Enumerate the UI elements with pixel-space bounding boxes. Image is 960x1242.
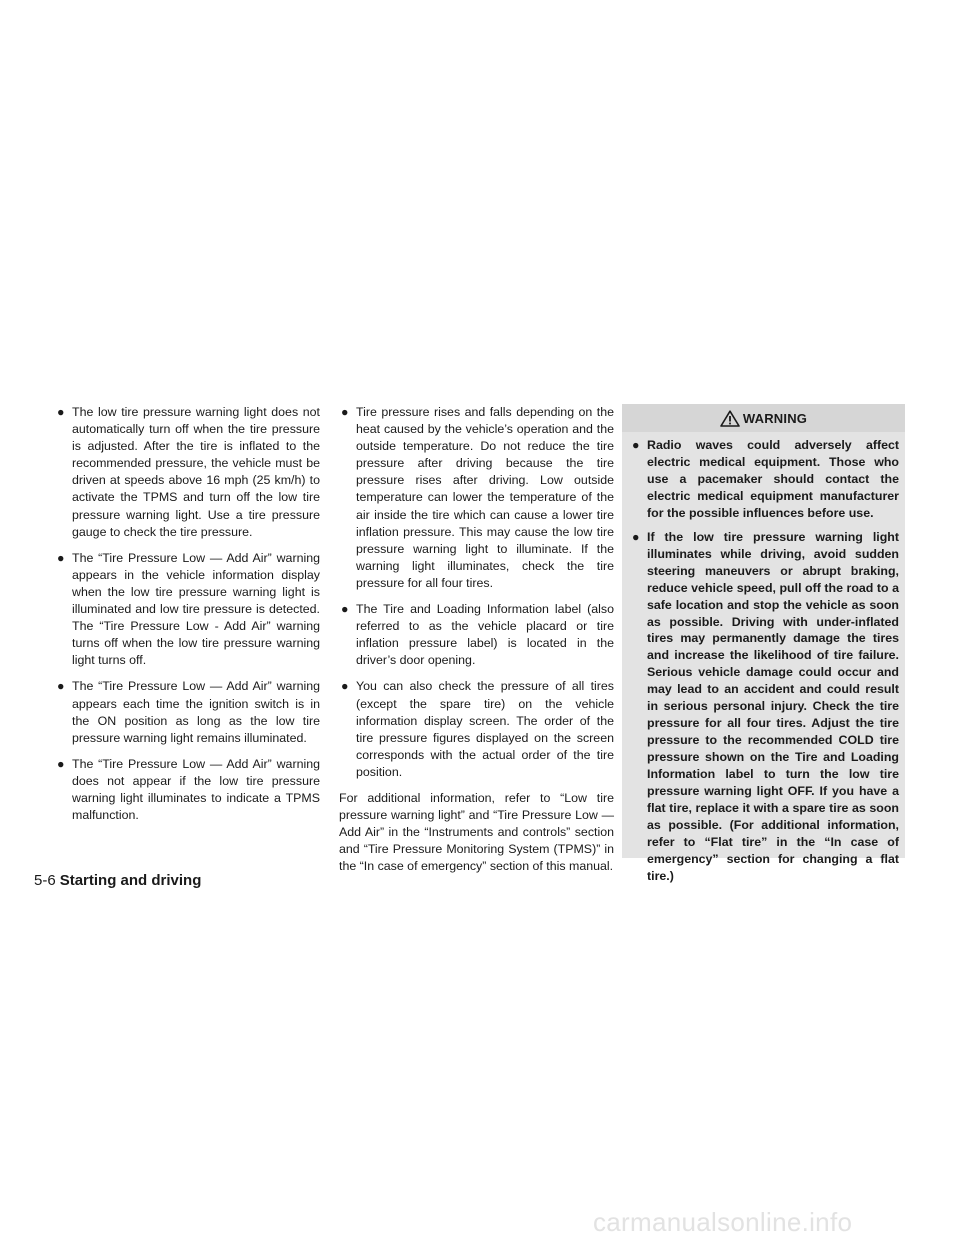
- list-item-text: Radio waves could adversely affect electric medical equipment. Those who use a pacemaker should contact the electric medical equipment manufacturer for the possible influences before use.: [647, 438, 899, 520]
- warning-title: WARNING: [742, 410, 808, 426]
- left-bullet-list: [55, 404, 320, 824]
- left-column: [55, 404, 320, 833]
- bullet-icon: ●: [341, 602, 349, 617]
- list-item: [55, 756, 320, 824]
- list-item: [55, 550, 320, 670]
- bullet-icon: ●: [632, 529, 640, 544]
- list-item: [630, 437, 899, 522]
- list-item-text: Tire pressure rises and falls depending on the heat caused by the vehicle’s operation and the outside temperature. Do not reduce the tire pressure after driving because the tire pressure rises after driving. Low outside temperature can lower the temperature of the air inside the tire which can cause a lower tire inflation pressure. This may cause the low tire pressure warning light to illuminate. If the warning light illuminates, check the tire pressure for all four tires.: [356, 405, 614, 590]
- warning-header: [622, 404, 905, 432]
- list-item: [55, 404, 320, 541]
- list-item: [339, 678, 614, 781]
- list-item-text: The “Tire Pressure Low — Add Air” warning appears in the vehicle information display when the low tire pressure warning light is illuminated and low tire pressure is detected. The “Tire Pressure Low - Add Air” warning turns off when the low tire pressure warning light turns off.: [72, 550, 320, 668]
- list-item: [339, 601, 614, 669]
- list-item-text: The “Tire Pressure Low — Add Air” warning appears each time the ignition switch is in the ON position as long as the low tire pressure warning light remains illuminated.: [72, 679, 320, 745]
- list-item: [630, 529, 899, 885]
- watermark-text: carmanualsonline.info: [593, 1207, 853, 1237]
- middle-column: [339, 404, 614, 875]
- bullet-icon: ●: [57, 679, 65, 694]
- bullet-icon: ●: [57, 550, 65, 565]
- warning-bullet-list: [622, 432, 905, 885]
- list-item: [339, 404, 614, 592]
- list-item-text: The Tire and Loading Information label (also referred to as the vehicle placard or tire inflation pressure label) is located in the driver’s door opening.: [356, 602, 614, 668]
- list-item-text: You can also check the pressure of all tires (except the spare tire) on the vehicle information display screen. The order of the tire pressure figures displayed on the screen corresponds with the actual order of the tire position.: [356, 679, 614, 779]
- bullet-icon: ●: [632, 438, 640, 452]
- warning-triangle-icon: [720, 410, 740, 427]
- section-title: Starting and driving: [59, 872, 202, 889]
- page-footer: [34, 872, 201, 889]
- bullet-icon: ●: [57, 756, 65, 771]
- list-item-text: The low tire pressure warning light does not automatically turn off when the tire pressure is adjusted. After the tire is inflated to the recommended pressure, the vehicle must be driven at speeds above 16 mph (25 km/h) to activate the TPMS and turn off the low tire pressure warning light. Use a tire pressure gauge to check the tire pressure.: [72, 405, 320, 539]
- bullet-icon: ●: [341, 405, 349, 419]
- bullet-icon: ●: [57, 405, 65, 419]
- page-number: 5-6: [34, 872, 56, 889]
- warning-box: [622, 404, 905, 883]
- reference-paragraph: For additional information, refer to “Low tire pressure warning light” and “Tire Pressure Low — Add Air” in the “Instruments and controls” section and “Tire Pressure Monitoring System (TPMS)” in the “In case of emergency” section of this manual.: [339, 790, 614, 874]
- bullet-icon: ●: [341, 679, 349, 694]
- list-item: [55, 678, 320, 746]
- list-item-text: The “Tire Pressure Low — Add Air” warning does not appear if the low tire pressure warning light illuminates to indicate a TPMS malfunction.: [72, 756, 320, 823]
- middle-bullet-list: [339, 404, 614, 781]
- list-item-text: If the low tire pressure warning light illuminates while driving, avoid sudden steering maneuvers or abrupt braking, reduce vehicle speed, pull off the road to a safe location and stop the vehicle as soon as possible. Driving with under-inflated tires may permanently damage the tires and increase the likelihood of tire failure. Serious vehicle damage could occur and may lead to an accident and could result in serious personal injury. Check the tire pressure for all four tires. Adjust the tire pressure to the recommended COLD tire pressure shown on the Tire and Loading Information label to turn the low tire pressure warning light OFF. If you have a flat tire, replace it with a spare tire as soon as possible. (For additional information, refer to “Flat tire” in the “In case of emergency” section for changing a flat tire.): [647, 529, 899, 883]
